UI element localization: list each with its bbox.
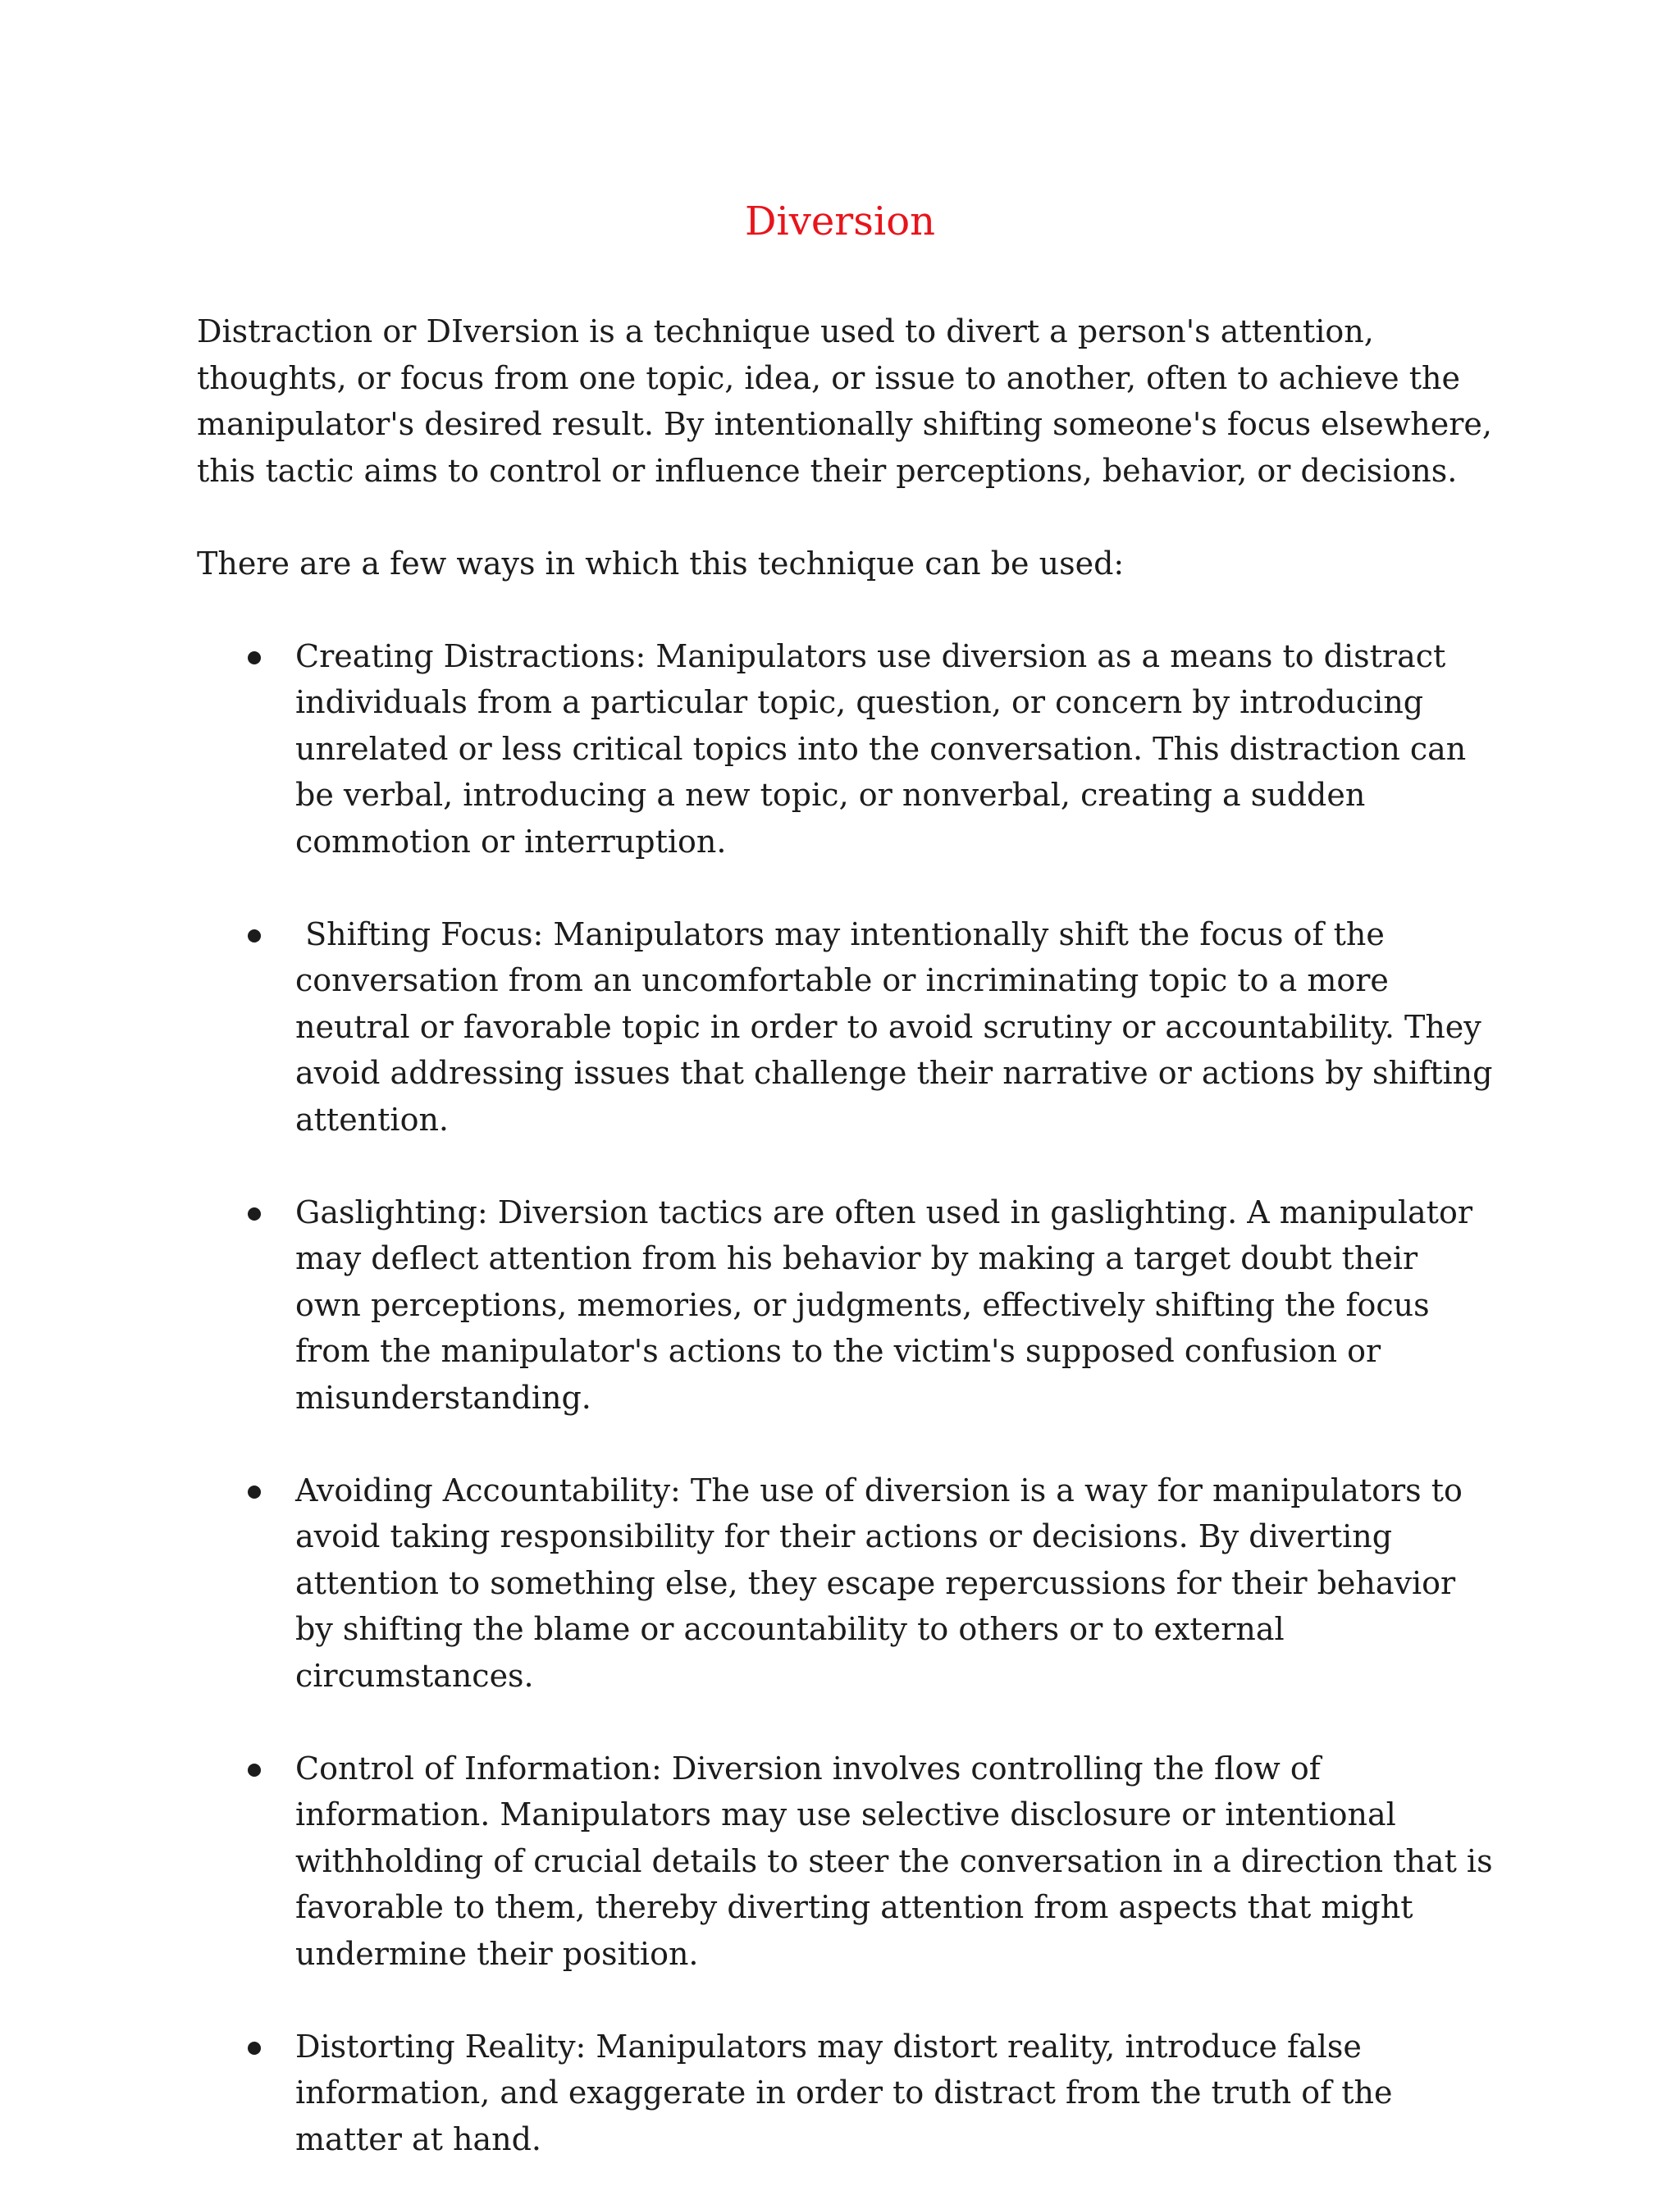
bullet-dot-icon [248,1207,261,1221]
list-item-text: Distorting Reality: Manipulators may distort reality, introduce false information, and exaggerate in order to distract from the truth of the matter at hand. [295,2028,1393,2157]
list-item [197,911,1493,1143]
list-item-text: Control of Information: Diversion involves controlling the flow of information. Manipulators may use selective disclosure or intentional withholding of crucial details to steer the conversation in a direction that is favorable to them, thereby diverting attention from aspects that might undermine their position. [295,1750,1493,1972]
list-item [197,2024,1493,2163]
bullet-dot-icon [248,1764,261,1777]
bullet-dot-icon [248,651,261,664]
lead-in-paragraph: There are a few ways in which this technique can be used: [197,545,1125,582]
list-item-text: Creating Distractions: Manipulators use diversion as a means to distract individuals from a particular topic, question, or concern by introducing unrelated or less critical topics into the conversation. This distraction can be verbal, introducing a new topic, or nonverbal, creating a sudden commotion or interruption. [295,637,1467,860]
list-item-text: Gaslighting: Diversion tactics are often used in gaslighting. A manipulator may deflect attention from his behavior by making a target doubt their own perceptions, memories, or judgments, effectively shifting the focus from the manipulator's actions to the victim's supposed confusion or misunderstanding. [295,1193,1472,1416]
list-item [197,1746,1493,1978]
list-item-text: Avoiding Accountability: The use of diversion is a way for manipulators to avoid taking responsibility for their actions or decisions. By diverting attention to something else, they escape repercussions for their behavior by shifting the blame or accountability to others or to external circumstances. [295,1472,1463,1694]
list-item-text: Shifting Focus: Manipulators may intentionally shift the focus of the conversation from an uncomfortable or incriminating topic to a more neutral or favorable topic in order to avoid scrutiny or accountability. They avoid addressing issues that challenge their narrative or actions by shifting attention. [295,915,1493,1138]
bullet-dot-icon [248,2042,261,2055]
bullet-dot-icon [248,1486,261,1499]
list-item [197,1189,1493,1422]
technique-list [197,633,1493,2163]
list-item [197,633,1493,865]
document-body [197,308,1493,2209]
bullet-dot-icon [248,929,261,942]
page-title: Diversion [744,199,936,244]
intro-paragraph: Distraction or DIversion is a technique used to divert a person's attention, thoughts, or focus from one topic, idea, or issue to another, often to achieve the manipulator's desired result. By intentionally shifting someone's focus elsewhere, this tactic aims to control or influence their perceptions, behavior, or decisions. [197,313,1493,489]
list-item [197,1467,1493,1700]
